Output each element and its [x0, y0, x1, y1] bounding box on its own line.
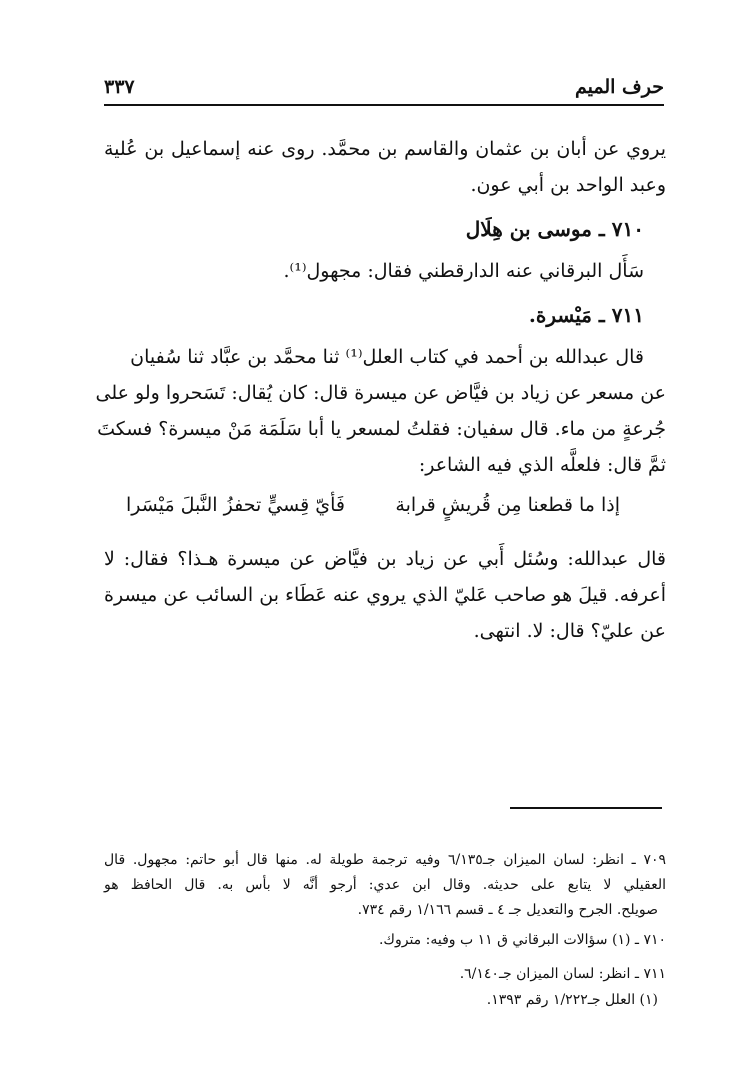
verse-first-hemistich: إذا ما قطعنا مِن قُريشٍ قرابة — [395, 494, 620, 516]
footnote-line: (١) العلل جـ١/٢٢٢ رقم ١٣٩٣. — [486, 992, 658, 1008]
text-line: عن مسعر عن زياد بن فيَّاض عن ميسرة قال: كان يُقال: تَسَحروا ولو على — [95, 382, 666, 404]
footnote-line: ٧١١ ـ انظر: لسان الميزان جـ٦/١٤٠. — [459, 966, 666, 982]
text-line: قال عبدالله: وسُئل أَبي عن زياد بن فيَّاض عن ميسرة هـذا؟ فقال: لا — [104, 548, 666, 570]
text-line: ثمَّ قال: فلعلَّه الذي فيه الشاعر: — [418, 454, 666, 476]
poetry-verse — [104, 488, 666, 522]
verse-second-hemistich: فَأيّ قِسيٍّ تحفزُ النَّبلَ مَيْسَرا — [126, 494, 345, 516]
text-line: أعرفه. قيلَ هو صاحب عَليّ الذي يروي عنه عَطَاء بن السائب عن ميسرة — [104, 584, 666, 606]
footnote-line: صويلح. الجرح والتعديل جـ ٤ ـ قسم ١/١٦٦ رقم ٧٣٤. — [357, 902, 658, 918]
footnote-line: ٧١٠ ـ (١) سؤالات البرقاني ق ١١ ب وفيه: متروك. — [378, 932, 666, 948]
entry-710-title: ٧١٠ ـ موسى بن هِلَال — [465, 217, 644, 241]
text-line: يروي عن أبان بن عثمان والقاسم بن محمَّد. روى عنه إسماعيل بن عُلية — [104, 138, 666, 160]
footnote-line: ٧٠٩ ـ انظر: لسان الميزان جـ٦/١٣٥ وفيه ترجمة طويلة له. منها قال أبو حاتم: مجهول. قال — [104, 852, 666, 868]
text-line: جُرعةٍ من ماء. قال سفيان: فقلتُ لمسعر يا أبا سَلَمَة مَنْ ميسرة؟ فسكتَ — [97, 418, 666, 440]
text-line: قال عبدالله بن أحمد في كتاب العلل⁽¹⁾ ثنا محمَّد بن عبَّاد ثنا سُفيان — [130, 346, 644, 368]
footnote-line: العقيلي لا يتابع على حديثه. وقال ابن عدي: أرجو أنَّه لا بأس به. قال الحافظ هو — [104, 877, 666, 893]
text-line: وعبد الواحد بن أبي عون. — [470, 174, 666, 196]
chapter-title: حرف الميم — [575, 76, 664, 98]
entry-711-title: ٧١١ ـ مَيْسرة. — [528, 303, 644, 327]
entry-710-text: سَأَل البرقاني عنه الدارقطني فقال: مجهول⁽¹⁾. — [283, 260, 644, 282]
footnote-separator — [510, 807, 662, 809]
page-number: ٣٣٧ — [104, 76, 135, 98]
running-header — [104, 74, 664, 106]
text-line: عن عليّ؟ قال: لا. انتهى. — [473, 620, 666, 642]
